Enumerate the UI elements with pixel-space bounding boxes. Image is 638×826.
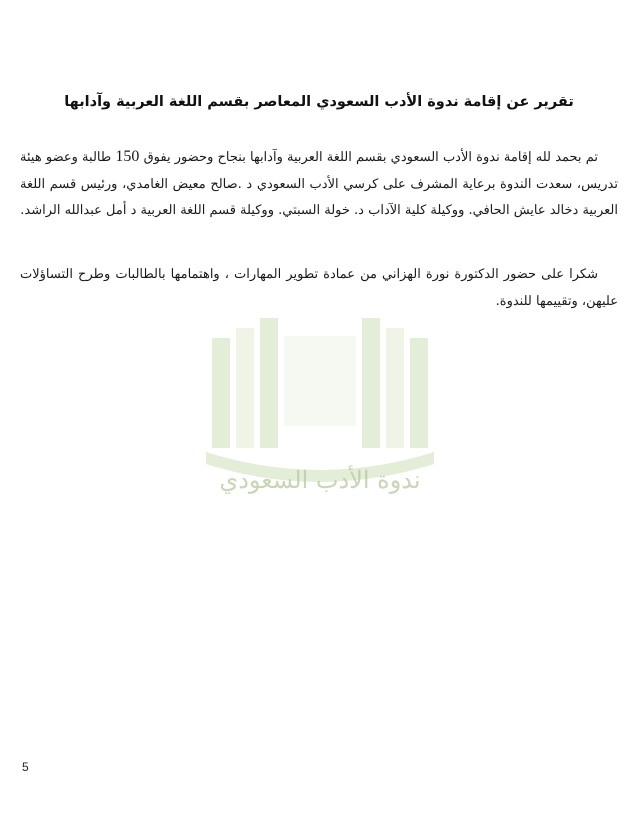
paragraph-attendance <box>20 144 618 225</box>
paragraph-1-after: طالبة وعضو هيئة تدريس، سعدت الندوة برعاية المشرف على كرسي الأدب السعودي د .صالح معيض الغامدي، ورئيس قسم اللغة العربية دخالد عايش الحافي. ووكيلة كلية الآداب د. خولة السبتي. ووكيلة قسم اللغة العربية د أمل عبدالله الراشد. <box>20 150 618 218</box>
page-number: 5 <box>22 760 29 774</box>
document-title: تقرير عن إقامة ندوة الأدب السعودي المعاصر بقسم اللغة العربية وآدابها <box>64 94 574 110</box>
attendance-count: 150 <box>115 148 140 165</box>
paragraph-1-before: تم بحمد لله إقامة ندوة الأدب السعودي بقسم اللغة العربية وآدابها بنجاح وحضور يفوق <box>143 150 598 165</box>
watermark-text: ندوة الأدب السعودي <box>219 466 421 494</box>
paragraph-thanks: شكرا على حضور الدكتورة نورة الهزاني من عمادة تطوير المهارات ، واهتمامها بالطالبات وطرح التساؤلات عليهن، وتقييمها للندوة. <box>20 267 618 309</box>
